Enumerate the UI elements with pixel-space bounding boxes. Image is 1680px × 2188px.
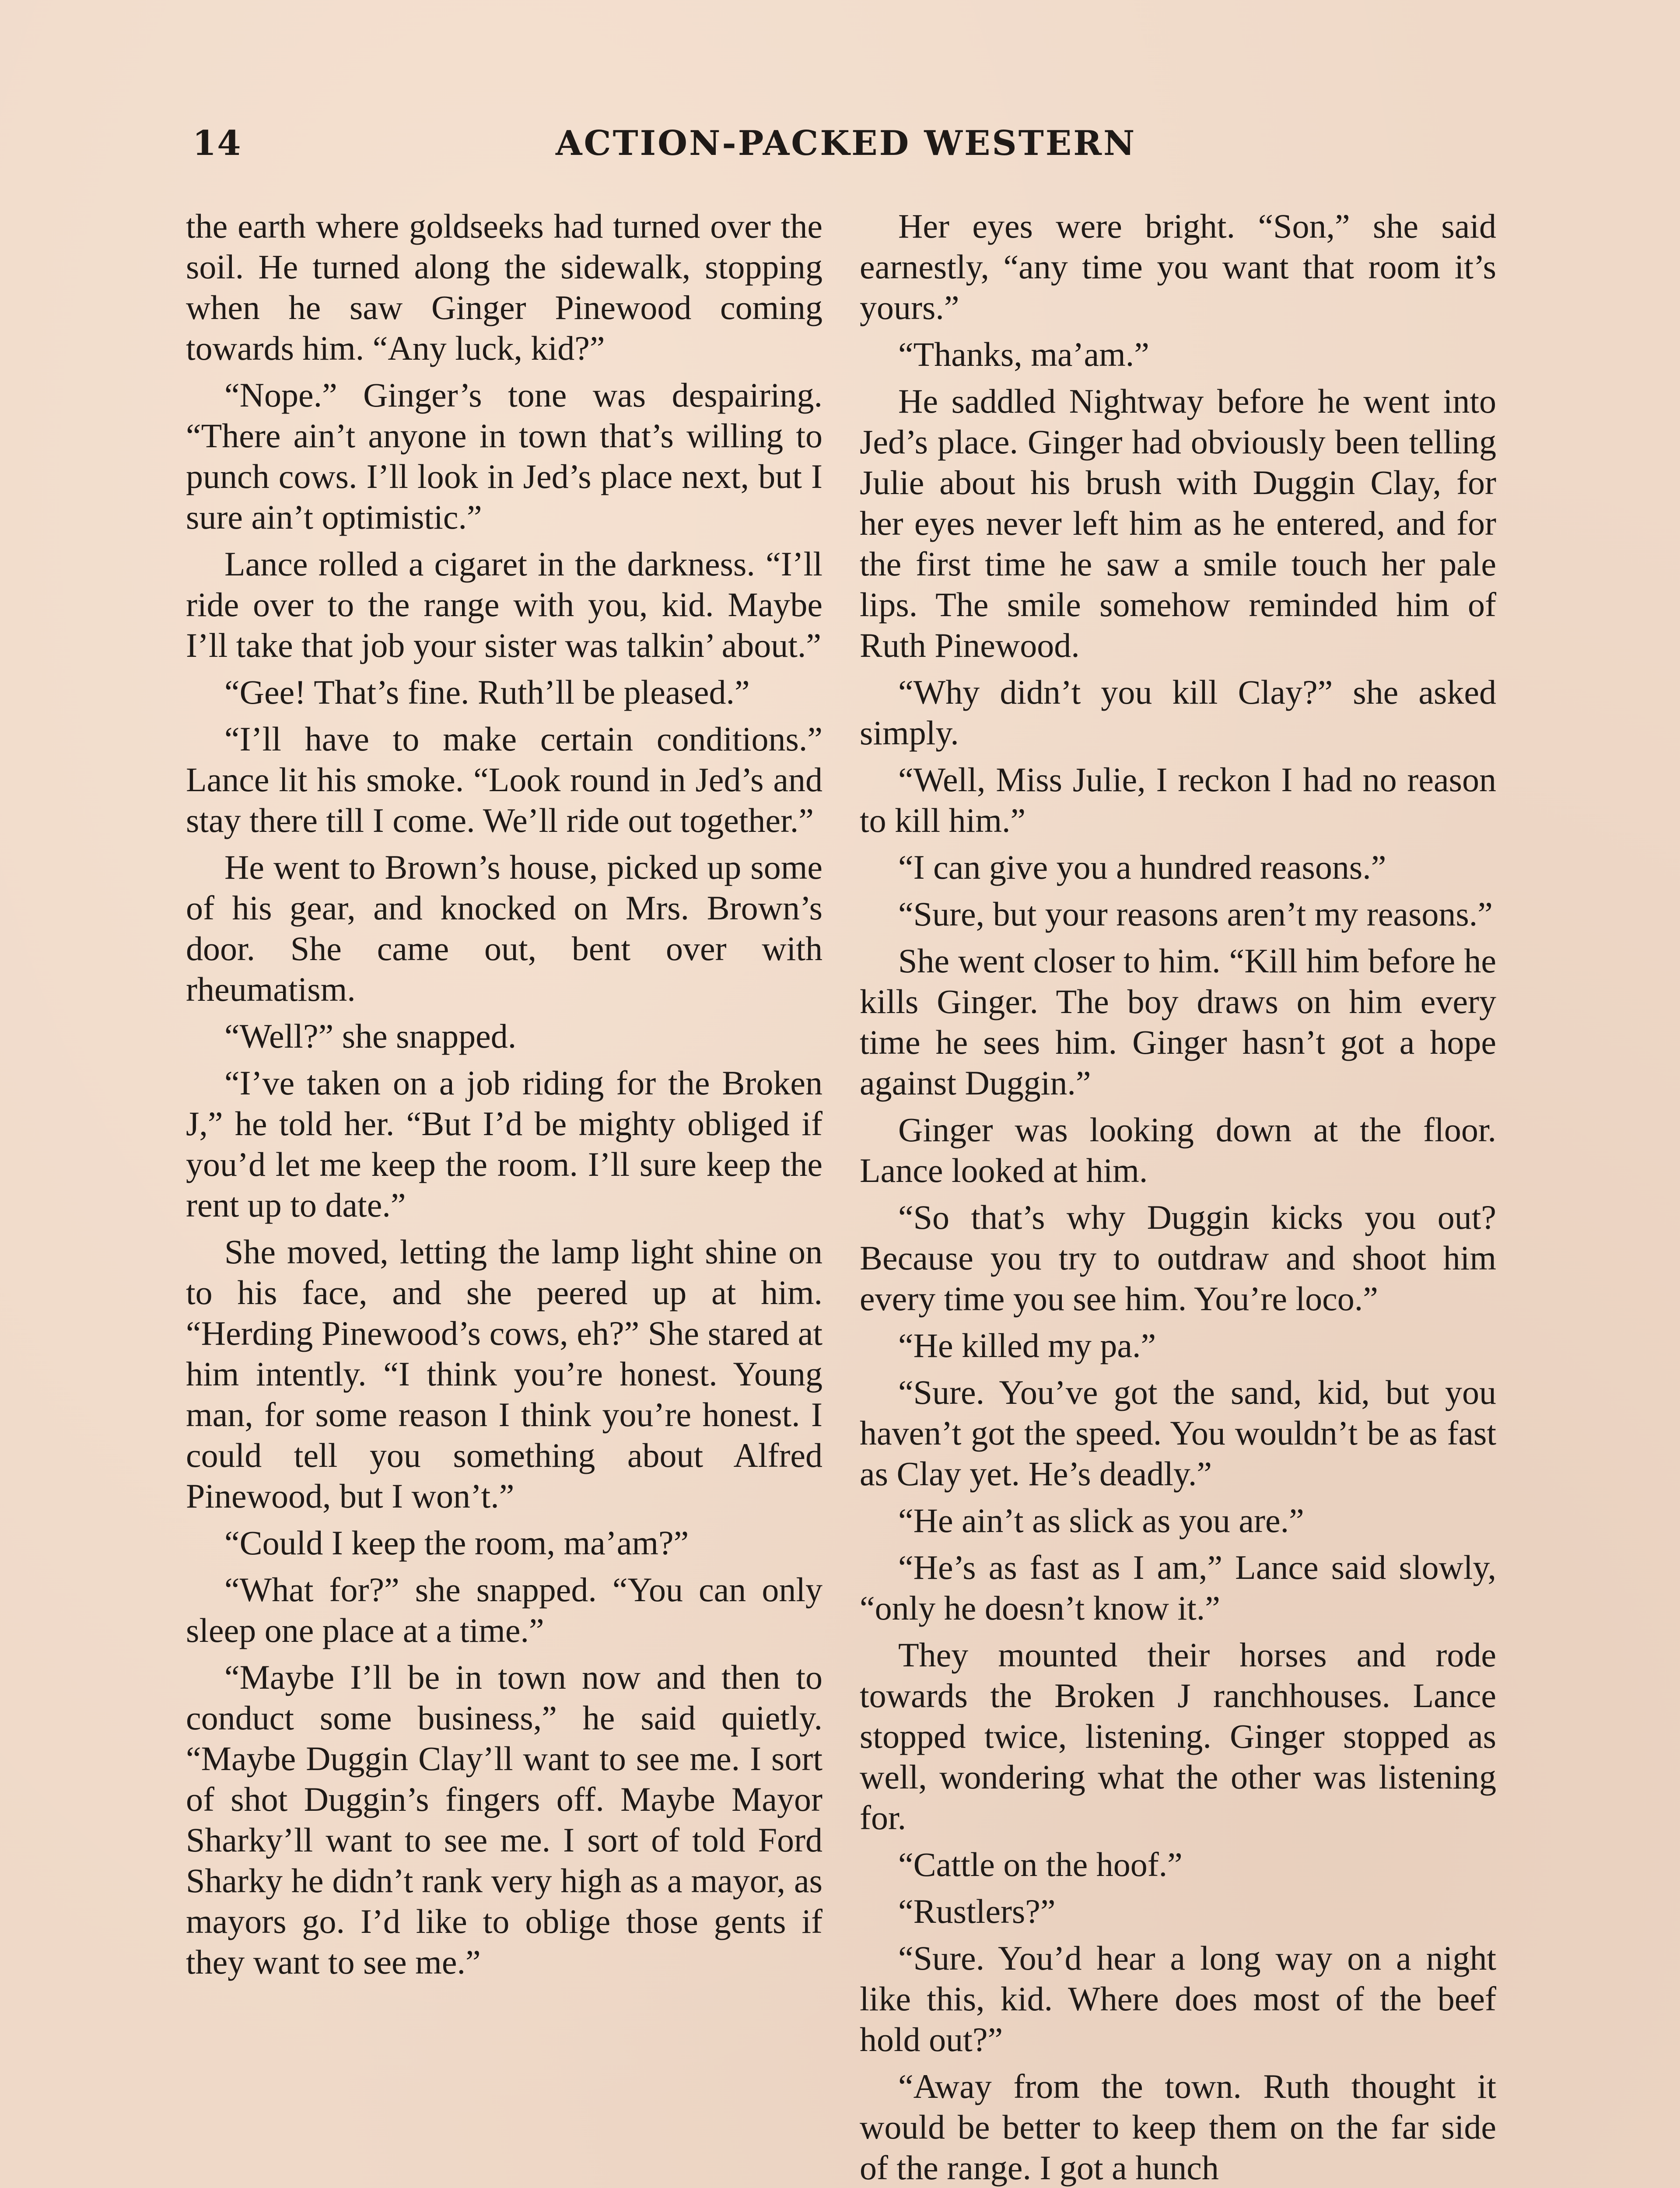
paragraph: They mounted their horses and rode towards the Broken J ranchhouses. Lance stopped twice, listening. Ginger stopped as well, wondering what the other was listening for. [860, 1636, 1496, 1837]
paragraph: “Gee! That’s fine. Ruth’ll be pleased.” [224, 673, 750, 711]
paragraph: “Thanks, ma’am.” [898, 335, 1149, 373]
paragraph: “Cattle on the hoof.” [898, 1845, 1183, 1883]
paragraph: “He’s as fast as I am,” Lance said slowly, “only he doesn’t know it.” [860, 1548, 1496, 1627]
paragraph: “Sure. You’d hear a long way on a night like this, kid. Where does most of the beef hold out?” [860, 1939, 1496, 2058]
paragraph: “He killed my pa.” [898, 1326, 1156, 1364]
paragraph: “So that’s why Duggin kicks you out? Because you try to outdraw and shoot him every time you see him. You’re loco.” [860, 1198, 1496, 1318]
paragraph: “What for?” she snapped. “You can only sleep one place at a time.” [186, 1571, 822, 1649]
paragraph: “I’ve taken on a job riding for the Broken J,” he told her. “But I’d be mighty obliged if you’d let me keep the room. I’ll sure keep the rent up to date.” [186, 1064, 822, 1224]
page-number: 14 [192, 123, 242, 163]
paragraph: “Why didn’t you kill Clay?” she asked simply. [860, 673, 1496, 752]
paragraph: “Sure. You’ve got the sand, kid, but you haven’t got the speed. You wouldn’t be as fast as Clay yet. He’s deadly.” [860, 1373, 1496, 1493]
paragraph: Lance rolled a cigaret in the darkness. “I’ll ride over to the range with you, kid. Maybe I’ll take that job your sister was talkin’ about.” [186, 545, 822, 664]
paragraph: She moved, letting the lamp light shine on to his face, and she peered up at him. “Herding Pinewood’s cows, eh?” She stared at him intently. “I think you’re honest. Young man, for some reason I think you’re honest. I could tell you something about Alfred Pinewood, but I won’t.” [186, 1233, 822, 1515]
left-column [186, 206, 822, 1988]
paragraph: “Sure, but your reasons aren’t my reasons.” [898, 895, 1493, 933]
paragraph: the earth where goldseeks had turned over the soil. He turned along the sidewalk, stopping when he saw Ginger Pinewood coming towards him. “Any luck, kid?” [186, 207, 822, 367]
paragraph: “Could I keep the room, ma’am?” [224, 1524, 689, 1562]
paragraph: “Well?” she snapped. [224, 1017, 517, 1055]
paragraph: “Well, Miss Julie, I reckon I had no reason to kill him.” [860, 761, 1496, 839]
paragraph: “He ain’t as slick as you are.” [898, 1501, 1304, 1539]
paragraph: Ginger was looking down at the floor. Lance looked at him. [860, 1111, 1496, 1189]
paragraph: “Away from the town. Ruth thought it would be better to keep them on the far side of the range. I got a hunch [860, 2067, 1496, 2187]
right-column [860, 206, 1496, 2188]
running-head: ACTION-PACKED WESTERN [556, 123, 1137, 163]
paragraph: “Maybe I’ll be in town now and then to conduct some business,” he said quietly. “Maybe Duggin Clay’ll want to see me. I sort of shot Duggin’s fingers off. Maybe Mayor Sharky’ll want to see me. I sort of told Ford Sharky he didn’t rank very high as a mayor, as mayors go. I’d like to oblige those gents if they want to see me.” [186, 1658, 822, 1981]
paragraph: She went closer to him. “Kill him before he kills Ginger. The boy draws on him every time he sees him. Ginger hasn’t got a hope against Duggin.” [860, 942, 1496, 1102]
paragraph: “I can give you a hundred reasons.” [898, 848, 1386, 886]
paragraph: “I’ll have to make certain conditions.” Lance lit his smoke. “Look round in Jed’s and stay there till I come. We’ll ride out together.” [186, 720, 822, 839]
paragraph: He went to Brown’s house, picked up some of his gear, and knocked on Mrs. Brown’s door. She came out, bent over with rheumatism. [186, 848, 822, 1008]
paragraph: “Rustlers?” [898, 1892, 1056, 1930]
paragraph: He saddled Nightway before he went into Jed’s place. Ginger had obviously been telling Julie about his brush with Duggin Clay, for her eyes never left him as he entered, and for the first time he saw a smile touch her pale lips. The smile somehow reminded him of Ruth Pinewood. [860, 382, 1496, 664]
paragraph: “Nope.” Ginger’s tone was despairing. “There ain’t anyone in town that’s willing to punch cows. I’ll look in Jed’s place next, but I sure ain’t optimistic.” [186, 376, 822, 536]
paragraph: Her eyes were bright. “Son,” she said earnestly, “any time you want that room it’s yours.” [860, 207, 1496, 326]
